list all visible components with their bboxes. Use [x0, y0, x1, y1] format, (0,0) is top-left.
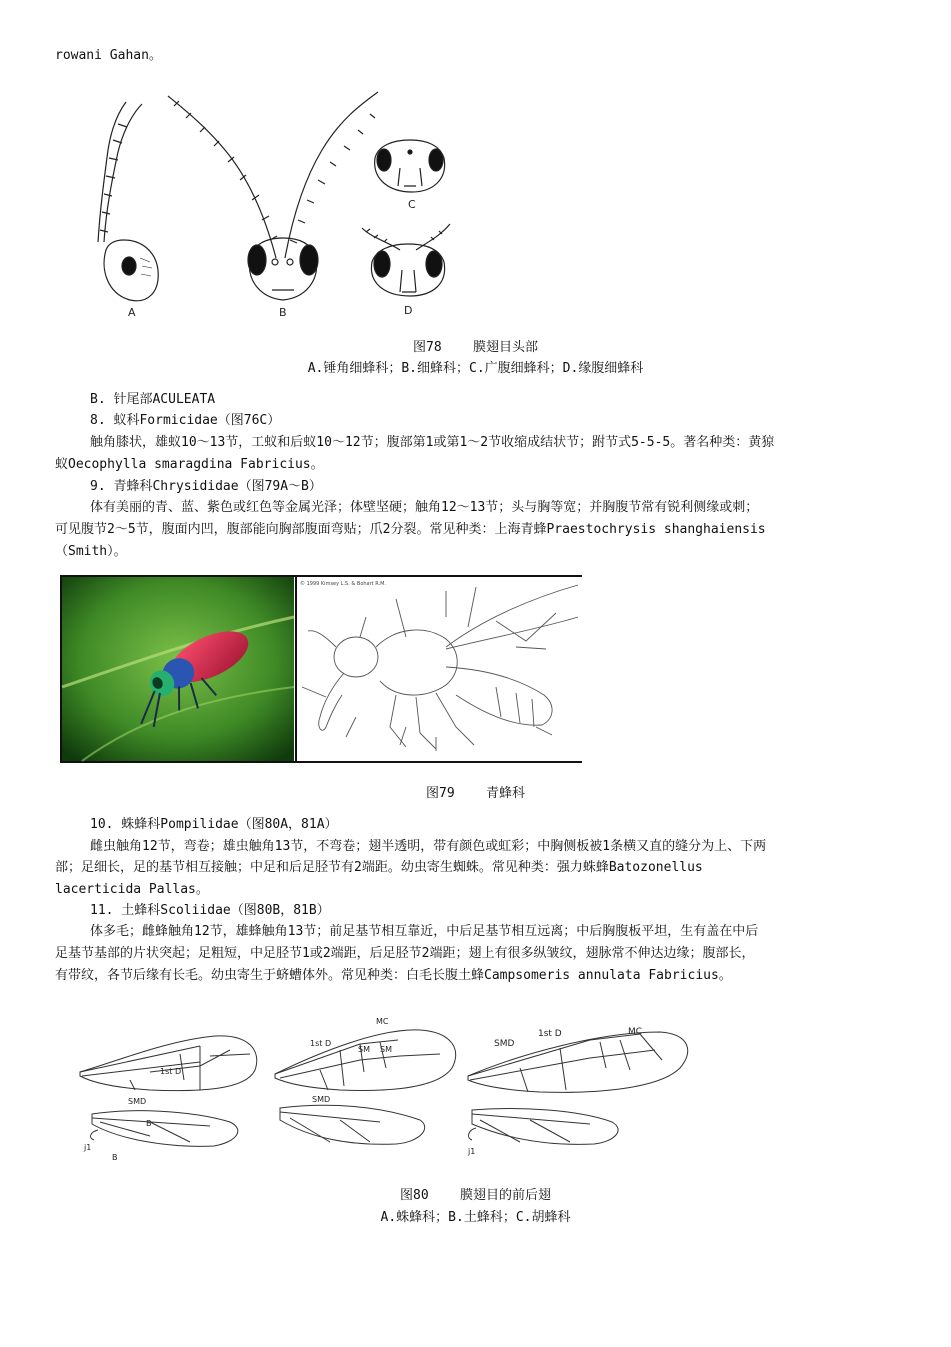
fig80-wing-drawings	[0, 1010, 951, 1190]
fig80-subcaption: A.蛛蜂科；B.土蜂科；C.胡蜂科	[380, 1210, 571, 1225]
fig78-label-b: B	[279, 306, 287, 319]
chrysididae-heading: 9. 青蜂科Chrysididae（图79A～B）	[90, 479, 322, 494]
formicidae-heading: 8. 蚁科Formicidae（图76C）	[90, 413, 281, 428]
formicidae-line-1: 触角膝状，雄蚁10～13节，工蚁和后蚁10～12节；腹部第1或第1～2节收缩成结状节；跗节式5-5-5。著名种类：黄猄	[90, 435, 775, 450]
fig79-frame	[60, 575, 582, 763]
pompilidae-line-3: lacerticida Pallas。	[55, 882, 209, 897]
pompilidae-heading: 10. 蛛蜂科Pompilidae（图80A，81A）	[90, 817, 338, 832]
fig80-b-label-sm1: SM	[358, 1045, 370, 1054]
fig80-a-label-b2: B	[112, 1153, 118, 1162]
section-b-heading: B. 针尾部ACULEATA	[90, 392, 216, 407]
scoliidae-line-3: 有带纹，各节后缘有长毛。幼虫寄生于蛴螬体外。常见种类：白毛长腹土蜂Campsomeris annulata Fabricius。	[55, 968, 732, 983]
fig80-c-label-mc: MC	[628, 1027, 643, 1037]
formicidae-line-2: 蚁Oecophylla smaragdina Fabricius。	[55, 457, 324, 472]
fig80-b-label-smd: SMD	[312, 1095, 331, 1104]
pompilidae-line-1: 雌虫触角12节，弯卷；雄虫触角13节，不弯卷；翅半透明，带有颜色或虹彩；中胸侧板被1条横又直的缝分为上、下两	[90, 839, 767, 854]
chrysididae-line-3: （Smith）。	[55, 544, 127, 559]
fig80-c-label-j1: j1	[468, 1147, 476, 1156]
fig78-subcaption: A.锤角细蜂科；B.细蜂科；C.广腹细蜂科；D.缘腹细蜂科	[307, 361, 644, 376]
fig80-c-label-smd: SMD	[494, 1039, 515, 1049]
fig78-label-d: D	[404, 304, 413, 317]
chrysididae-line-2: 可见腹节2～5节，腹面内凹，腹部能向胸部腹面弯贴；爪2分裂。常见种类：上海青蜂Praestochrysis shanghaiensis	[55, 522, 766, 537]
fig78-label-c: C	[408, 198, 416, 211]
fig80-a-label-1st-d: 1st D	[160, 1067, 182, 1076]
fig80-a-label-b1: B	[146, 1119, 152, 1128]
pompilidae-line-2: 部；足细长，足的基节相互接触；中足和后足胫节有2端距。幼虫寄生蜘蛛。常见种类：强力蛛蜂Batozonellus	[55, 860, 703, 875]
fig80-b-label-sm2: SM	[380, 1045, 392, 1054]
fig80-b-label-1st-d: 1st D	[310, 1039, 332, 1048]
fig80-b-label-mc: MC	[376, 1017, 389, 1026]
scoliidae-heading: 11. 土蜂科Scoliidae（图80B，81B）	[90, 903, 330, 918]
fig79-anatomy-drawing	[296, 577, 582, 761]
fig80-a-label-j1: j1	[84, 1143, 92, 1152]
fig79-photo-wasp	[62, 577, 294, 761]
fig79-caption: 图79 青蜂科	[426, 786, 525, 801]
fig80-c-label-1st-d: 1st D	[538, 1029, 562, 1039]
chrysididae-line-1: 体有美丽的青、蓝、紫色或红色等金属光泽；体壁坚硬；触角12～13节；头与胸等宽；并胸腹节常有锐利侧缘或刺；	[90, 500, 759, 515]
scoliidae-line-1: 体多毛；雌蜂触角12节，雄蜂触角13节；前足基节相互靠近，中后足基节相互远离；中后胸腹板平坦，生有盖在中后	[90, 924, 759, 939]
fig80-a-label-smd: SMD	[128, 1097, 147, 1106]
fig80-caption: 图80 膜翅目的前后翅	[400, 1188, 551, 1203]
fig78-label-a: A	[128, 306, 136, 319]
fig78-caption: 图78 膜翅目头部	[413, 340, 538, 355]
fig79-copyright: © 1999 Kimsey L.S. & Bohart R.M.	[300, 581, 387, 587]
fig78-head-drawings	[0, 0, 951, 330]
intro-text: rowani Gahan。	[55, 48, 162, 63]
scoliidae-line-2: 足基节基部的片状突起；足粗短，中足胫节1或2端距，后足胫节2端距；翅上有很多纵皱纹，翅脉常不伸达边缘；腹部长，	[55, 946, 755, 961]
